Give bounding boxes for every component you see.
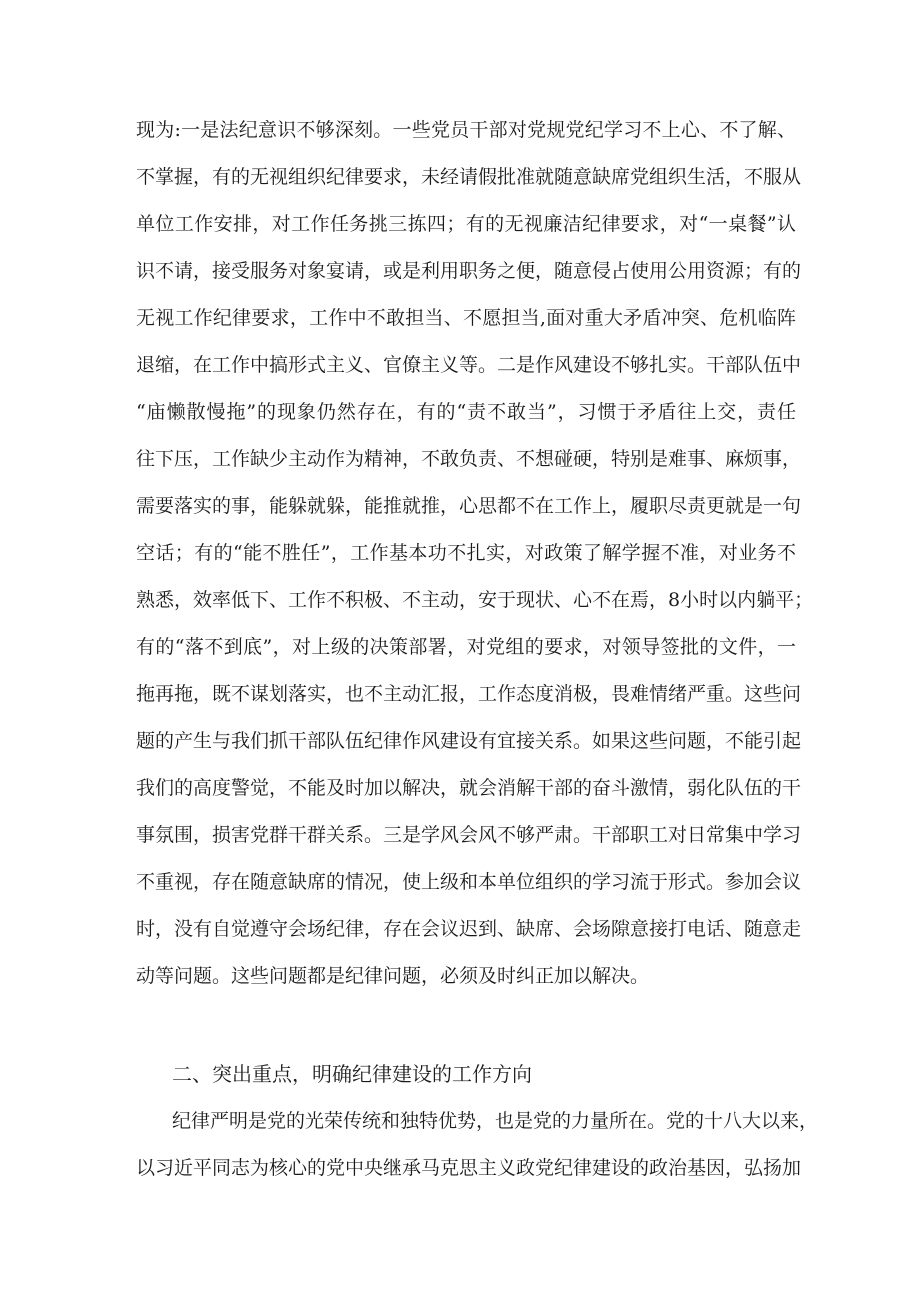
paragraph-line: 不重视，存在随意缺席的情况，使上级和本单位组织的学习流于形式。参加会议	[136, 871, 802, 893]
paragraph-line: 空话；有的“能不胜任”，工作基本功不扎实，对政策了解学握不准，对业务不	[136, 542, 796, 564]
paragraph-line: 需要落实的事，能躲就躲，能推就推，心思都不在工作上，履职尽责更就是一句	[136, 495, 802, 517]
paragraph-line: 有的“落不到底”，对上级的决策部署，对党组的要求，对领导签批的文件，一	[136, 636, 796, 658]
paragraph-line: 我们的高度警觉，不能及时加以解决，就会消解干部的奋斗激情，弱化队伍的干	[136, 777, 802, 799]
paragraph-line: 以习近平同志为核心的党中央继承马克思主义政党纪律建设的政治基因，弘扬加	[136, 1157, 802, 1179]
paragraph-line: 题的产生与我们抓干部队伍纪律作风建设有宜接关系。如果这些问题，不能引起	[136, 730, 802, 752]
paragraph-line: 熟悉，效率低下、工作不积极、不主动，安于现状、心不在焉，8小时以内躺平；	[136, 589, 814, 611]
paragraph-line: 拖再拖，既不谋划落实，也不主动汇报，工作态度消极，畏难情绪严重。这些问	[136, 683, 802, 705]
paragraph-line: 单位工作安排，对工作任务挑三拣四；有的无视廉洁纪律要求，对“一桌餐”认	[136, 213, 796, 235]
paragraph-line: 不掌握，有的无视组织纪律要求，未经请假批准就随意缺席党组织生活，不服从	[136, 166, 802, 188]
paragraph-line: 现为:一是法纪意识不够深刻。一些党员干部对党规党纪学习不上心、不了解、	[136, 119, 796, 141]
paragraph-line: 动等问题。这些问题都是纪律问题，必须及时纠正加以解决。	[136, 965, 650, 987]
paragraph-line: 无视工作纪律要求，工作中不敢担当、不愿担当,面对重大矛盾冲突、危机临阵	[136, 307, 796, 329]
paragraph-line: 纪律严明是党的光荣传统和独特优势，也是党的力量所在。党的十八大以来，	[172, 1110, 819, 1132]
paragraph-line: 识不请，接受服务对象宴请，或是利用职务之便，随意侵占使用公用资源；有的	[136, 260, 802, 282]
paragraph-line: 事氛围，损害党群干群关系。三是学风会风不够严肃。干部职工对日常集中学习	[136, 824, 802, 846]
paragraph-line: 往下压，工作缺少主动作为精神，不敢负责、不想碰硬，特别是难事、麻烦事，	[136, 448, 802, 470]
paragraph-line: “庙懒散慢拖”的现象仍然存在，有的“责不敢当”，习惯于矛盾往上交，责任	[136, 401, 796, 423]
paragraph-line: 退缩，在工作中搞形式主义、官僚主义等。二是作风建设不够扎实。干部队伍中	[136, 354, 802, 376]
paragraph-line: 时，没有自觉遵守会场纪律，存在会议迟到、缺席、会场隙意接打电话、随意走	[136, 918, 802, 940]
section-heading: 二、突出重点，明确纪律建设的工作方向	[172, 1062, 532, 1086]
